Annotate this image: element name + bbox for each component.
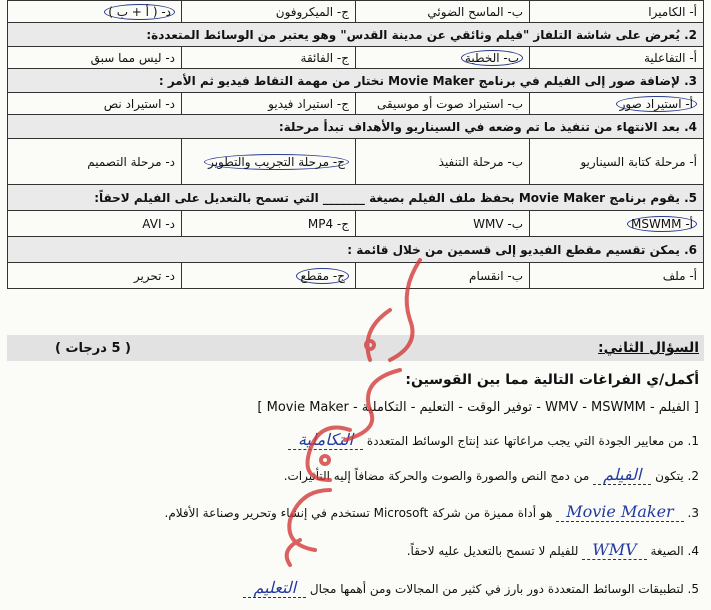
fill-2-before: 2. يتكون [655,469,699,483]
q6-option-c-text: ج- مقطع [296,268,349,284]
q3-option-b: ب- استيراد صوت أو موسيقى [356,93,530,115]
q5-text: 5. يقوم برنامج Movie Maker بحفظ ملف الفيلم بصيغة _______ التي تسمح بالتعديل على الفيلم لاحقاً: [8,185,704,211]
fill-1-answer: التكاملية [288,430,363,450]
q4-text: 4. بعد الانتهاء من تنفيذ ما تم وضعه في السيناريو والأهداف تبدأ مرحلة: [8,115,704,139]
q5-options-row [8,211,704,237]
q2-option-c: ج- الفائقة [182,47,356,69]
fill-1-before: 1. من معايير الجودة التي يجب مراعاتها عند إنتاج الوسائط المتعددة [366,434,699,448]
q4-option-d: د- مرحلة التصميم [8,139,182,185]
q3-text: 3. لإضافة صور إلى الفيلم في برنامج Movie Maker نختار من مهمة التقاط فيديو ثم الأمر : [8,69,704,93]
word-bank: [ الفيلم - WMV - MSWMM - توفير الوقت - التعليم - التكاملية - Movie Maker ] [257,400,699,415]
q6-text: 6. يمكن تقسيم مقطع الفيديو إلى قسمين من خلال قائمة : [8,237,704,263]
q3-option-a-text: أ- استيراد صور [616,96,697,112]
q2-question-row [8,23,704,47]
fill-4-after: للفيلم لا تسمح بالتعديل عليه لاحقاً. [406,544,579,558]
fill-4-answer: WMV [582,540,646,560]
q6-question-row [8,237,704,263]
q1-option-a: أ- الكاميرا [530,1,704,23]
fill-item-5 [243,578,699,597]
q3-question-row [8,69,704,93]
q1-option-b: ب- الماسح الضوئي [356,1,530,23]
fill-item-3 [165,502,699,521]
section2-title: السؤال الثاني: [598,340,699,356]
q3-option-d: د- استيراد نص [8,93,182,115]
q2-options-row [8,47,704,69]
fill-5-before: 5. لتطبيقات الوسائط المتعددة دور بارز في كثير من المجالات ومن أهمها مجال [309,582,699,596]
fill-item-4 [407,540,699,559]
fill-5-answer: التعليم [243,578,306,598]
q5-option-a-text: أ- MSWMM [627,216,697,232]
q6-option-b: ب- انقسام [356,263,530,289]
mcq-table [7,0,704,289]
q2-text: 2. يُعرض على شاشة التلفاز "فيلم وثائقي عن مدينة القدس" وهو يعتبر من الوسائط المتعددة: [8,23,704,47]
q5-option-b: ب- WMV [356,211,530,237]
q1-option-d [8,1,182,23]
q6-option-d: د- تحرير [8,263,182,289]
q2-option-a: أ- التفاعلية [530,47,704,69]
q3-options-row [8,93,704,115]
fill-2-after: من دمج النص والصورة والصوت والحركة مضافاً إليه التأثيرات. [283,469,590,483]
q4-option-b: ب- مرحلة التنفيذ [356,139,530,185]
q6-option-c [182,263,356,289]
fill-3-answer: Movie Maker [556,502,683,522]
fill-3-before: 3. [687,506,699,520]
q1-options-row [8,1,704,23]
q4-option-c [182,139,356,185]
q5-question-row [8,185,704,211]
q4-option-a: أ- مرحلة كتابة السيناريو [530,139,704,185]
fill-item-1 [288,430,699,449]
q6-option-a: أ- ملف [530,263,704,289]
q2-option-b-text: ب- الخطية [461,50,523,66]
q5-option-a [530,211,704,237]
fill-item-2 [284,465,699,484]
q3-option-c: ج- استيراد فيديو [182,93,356,115]
q4-options-row [8,139,704,185]
q1-option-c: ج- الميكروفون [182,1,356,23]
section2-degree: ( 5 درجات ) [55,341,131,356]
fill-4-before: 4. الصيغة [650,544,699,558]
q5-option-c: ج- MP4 [182,211,356,237]
q3-option-a [530,93,704,115]
q4-question-row [8,115,704,139]
q2-option-b [356,47,530,69]
fill-2-answer: الفيلم [593,465,651,485]
q1-option-d-text: د- ( أ + ب ) [104,4,175,20]
section2-instruction: أكمل/ي الفراغات التالية مما بين القوسين: [405,372,699,388]
q5-option-d: د- AVI [8,211,182,237]
q6-options-row [8,263,704,289]
q2-option-d: د- ليس مما سبق [8,47,182,69]
q4-option-c-text: ج- مرحلة التجريب والتطوير [204,154,349,170]
fill-3-after: هو أداة مميزة من شركة Microsoft تستخدم في إنشاء وتحرير وصناعة الأفلام. [164,506,553,520]
